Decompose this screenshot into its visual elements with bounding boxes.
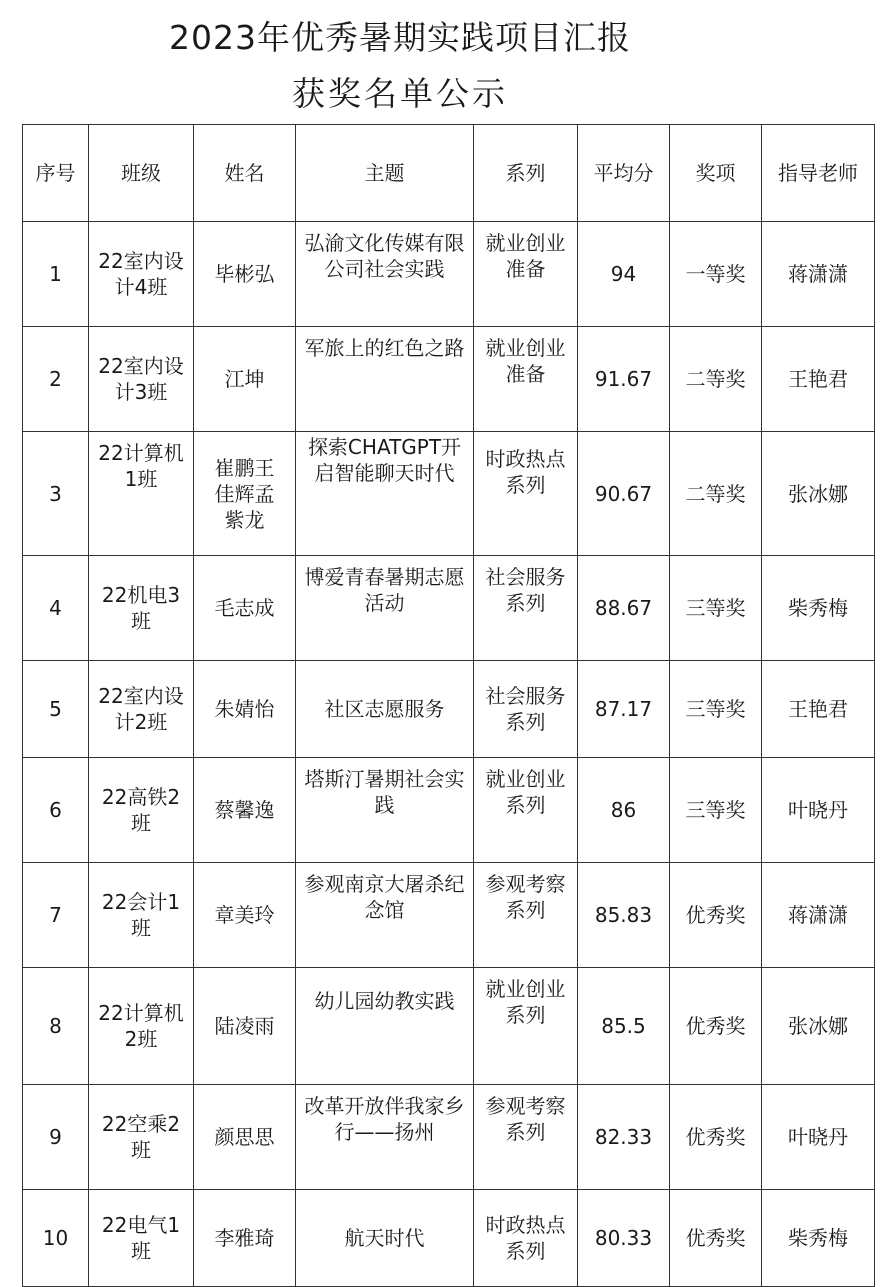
cell-topic: 航天时代 [296,1190,474,1287]
cell-no: 3 [23,432,89,556]
cell-series: 就业创业系列 [474,758,578,863]
cell-no: 8 [23,968,89,1085]
cell-score: 88.67 [578,556,670,661]
cell-teacher: 柴秀梅 [762,1190,875,1287]
cell-award: 三等奖 [670,556,762,661]
cell-series: 时政热点系列 [474,1190,578,1287]
cell-name: 朱婧怡 [194,661,296,758]
cell-name: 蔡馨逸 [194,758,296,863]
table-row [23,1190,875,1287]
cell-teacher: 叶晓丹 [762,758,875,863]
cell-no: 7 [23,863,89,968]
cell-award: 一等奖 [670,222,762,327]
cell-series: 参观考察系列 [474,1085,578,1190]
cell-award: 优秀奖 [670,1085,762,1190]
cell-no: 4 [23,556,89,661]
cell-class: 22室内设计3班 [89,327,194,432]
cell-name: 李雅琦 [194,1190,296,1287]
page-title: 2023年优秀暑期实践项目汇报 [169,18,631,57]
cell-no: 1 [23,222,89,327]
table-header-row [23,125,875,222]
cell-name: 章美玲 [194,863,296,968]
cell-name: 江坤 [194,327,296,432]
cell-topic: 弘渝文化传媒有限公司社会实践 [296,222,474,327]
header-cell: 主题 [296,125,474,222]
table-row [23,222,875,327]
cell-class: 22会计1班 [89,863,194,968]
cell-teacher: 蒋潇潇 [762,863,875,968]
cell-topic: 探索CHATGPT开启智能聊天时代 [296,432,474,556]
cell-award: 二等奖 [670,327,762,432]
cell-topic: 博爱青春暑期志愿活动 [296,556,474,661]
header-cell: 系列 [474,125,578,222]
header-cell: 平均分 [578,125,670,222]
header-cell: 班级 [89,125,194,222]
cell-topic: 塔斯汀暑期社会实践 [296,758,474,863]
cell-score: 85.5 [578,968,670,1085]
cell-no: 5 [23,661,89,758]
cell-teacher: 蒋潇潇 [762,222,875,327]
cell-topic: 社区志愿服务 [296,661,474,758]
cell-teacher: 柴秀梅 [762,556,875,661]
cell-award: 三等奖 [670,661,762,758]
cell-name: 毕彬弘 [194,222,296,327]
cell-score: 86 [578,758,670,863]
cell-series: 参观考察系列 [474,863,578,968]
cell-teacher: 王艳君 [762,661,875,758]
header-cell: 姓名 [194,125,296,222]
table-row [23,556,875,661]
cell-class: 22空乘2班 [89,1085,194,1190]
cell-score: 91.67 [578,327,670,432]
cell-class: 22机电3班 [89,556,194,661]
cell-class: 22计算机1班 [89,432,194,556]
cell-name: 崔鹏王佳辉孟紫龙 [194,432,296,556]
cell-teacher: 张冰娜 [762,432,875,556]
cell-topic: 改革开放伴我家乡行——扬州 [296,1085,474,1190]
cell-teacher: 王艳君 [762,327,875,432]
cell-award: 优秀奖 [670,968,762,1085]
cell-class: 22室内设计4班 [89,222,194,327]
cell-score: 87.17 [578,661,670,758]
header-cell: 指导老师 [762,125,875,222]
cell-teacher: 叶晓丹 [762,1085,875,1190]
page-subtitle: 获奖名单公示 [292,74,508,113]
cell-score: 90.67 [578,432,670,556]
table-row [23,432,875,556]
cell-no: 9 [23,1085,89,1190]
table-row [23,1085,875,1190]
cell-class: 22计算机2班 [89,968,194,1085]
cell-award: 三等奖 [670,758,762,863]
cell-series: 社会服务系列 [474,556,578,661]
cell-name: 陆凌雨 [194,968,296,1085]
cell-series: 就业创业系列 [474,968,578,1085]
cell-no: 10 [23,1190,89,1287]
cell-class: 22电气1班 [89,1190,194,1287]
cell-topic: 军旅上的红色之路 [296,327,474,432]
cell-series: 社会服务系列 [474,661,578,758]
table-row [23,863,875,968]
header-cell: 奖项 [670,125,762,222]
cell-class: 22高铁2班 [89,758,194,863]
cell-series: 时政热点系列 [474,432,578,556]
cell-score: 82.33 [578,1085,670,1190]
cell-score: 80.33 [578,1190,670,1287]
cell-series: 就业创业准备 [474,327,578,432]
award-table [22,124,875,1287]
cell-score: 94 [578,222,670,327]
cell-award: 优秀奖 [670,863,762,968]
cell-no: 2 [23,327,89,432]
cell-class: 22室内设计2班 [89,661,194,758]
table-row [23,968,875,1085]
cell-award: 优秀奖 [670,1190,762,1287]
table-row [23,758,875,863]
cell-topic: 幼儿园幼教实践 [296,968,474,1085]
header-cell: 序号 [23,125,89,222]
cell-teacher: 张冰娜 [762,968,875,1085]
cell-award: 二等奖 [670,432,762,556]
cell-no: 6 [23,758,89,863]
table-row [23,327,875,432]
table-row [23,661,875,758]
cell-name: 颜思思 [194,1085,296,1190]
cell-series: 就业创业准备 [474,222,578,327]
cell-score: 85.83 [578,863,670,968]
cell-name: 毛志成 [194,556,296,661]
cell-topic: 参观南京大屠杀纪念馆 [296,863,474,968]
